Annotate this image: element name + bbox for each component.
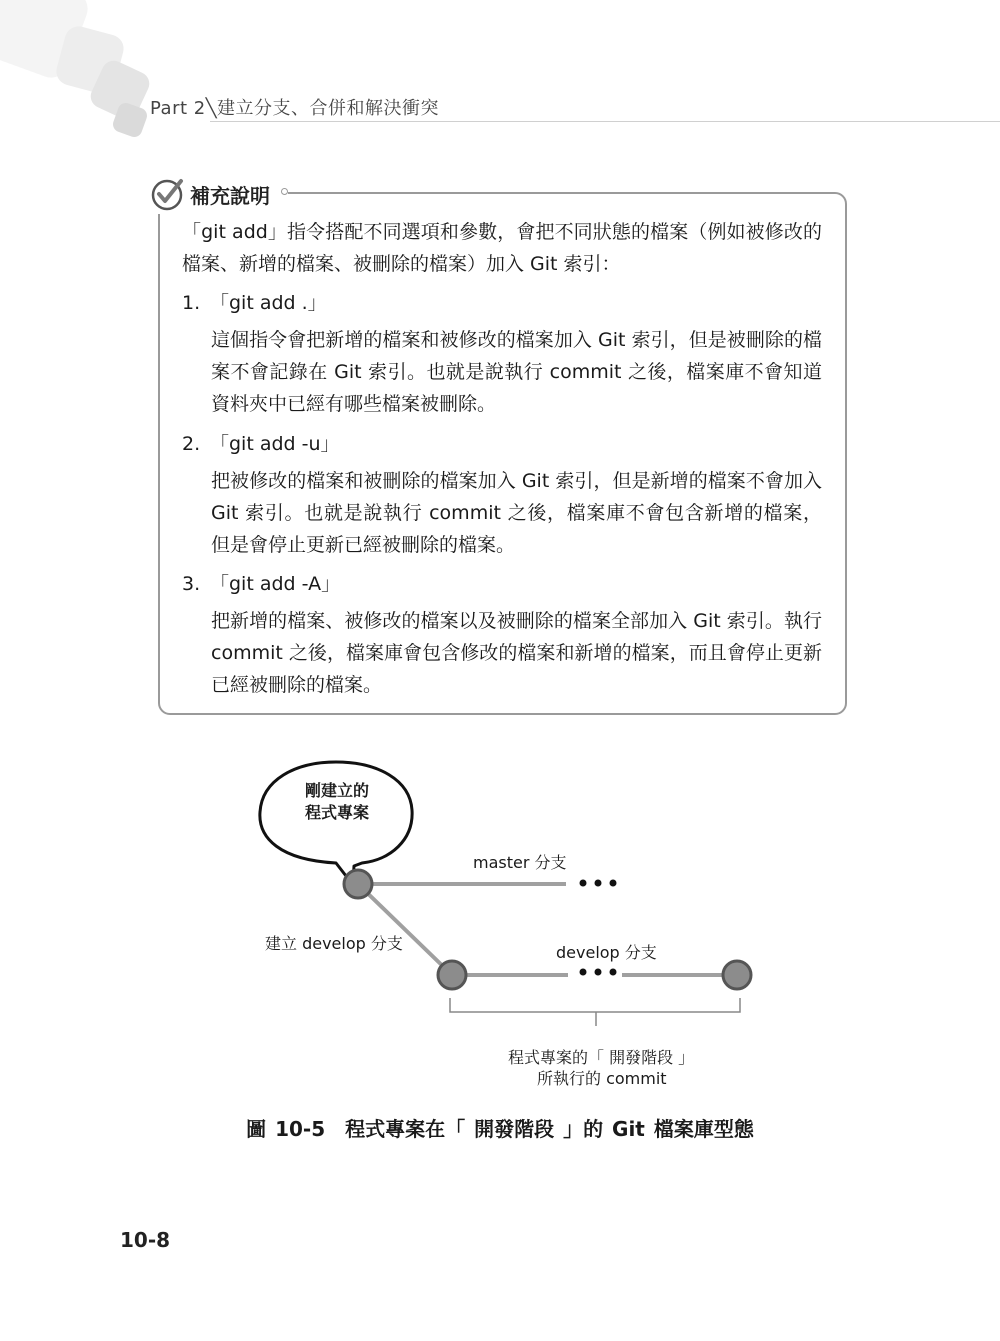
list-item-body: 把被修改的檔案和被刪除的檔案加入 Git 索引，但是新增的檔案不會加入 Git 索引。也就是說執行 commit 之後，檔案庫不會包含新增的檔案，但是會停止更新已經被刪除的檔案。 [211, 470, 822, 556]
master-branch-label: master 分支 [473, 853, 567, 872]
create-develop-label: 建立 develop 分支 [265, 934, 403, 953]
list-item-heading [182, 291, 327, 315]
note-intro: 「git add」指令搭配不同選項和參數，會把不同狀態的檔案（例如被修改的檔案、新增的檔案、被刪除的檔案）加入 Git 索引： [182, 221, 822, 275]
list-item-number: 2. [182, 433, 201, 455]
list-item-body: 把新增的檔案、被修改的檔案以及被刪除的檔案全部加入 Git 索引。執行 commit 之後，檔案庫會包含修改的檔案和新增的檔案，而且會停止更新已經被刪除的檔案。 [211, 610, 822, 696]
list-item-command: 「git add -A」 [210, 573, 341, 595]
develop-branch-label: develop 分支 [556, 943, 657, 962]
list-item-heading [182, 432, 340, 456]
bubble-text: 剛建立的 程式專案 [304, 781, 369, 822]
master-ellipsis-dot [595, 880, 602, 887]
commit-node-develop-end [723, 961, 751, 989]
develop-ellipsis-dot [610, 969, 617, 976]
bracket-label-line2: 所執行的 commit [537, 1069, 667, 1088]
list-item-body: 這個指令會把新增的檔案和被修改的檔案加入 Git 索引，但是被刪除的檔案不會記錄在 Git 索引。也就是說執行 commit 之後，檔案庫不會知道資料夾中已經有哪些檔案被刪除。 [211, 329, 822, 415]
page-number: 10-8 [120, 1228, 171, 1252]
bracket-label-line1: 程式專案的「 開發階段 」 [508, 1048, 695, 1067]
commit-node-initial [344, 870, 372, 898]
list-item-command: 「git add -u」 [210, 433, 340, 455]
note-title: 補充說明 [190, 184, 270, 208]
corner-decoration [0, 0, 200, 150]
branch-connector-line [358, 884, 452, 975]
list-item-command: 「git add .」 [210, 292, 327, 314]
commit-node-develop-start [438, 961, 466, 989]
chapter-header: Part 2╲建立分支、合併和解決衝突 [150, 98, 440, 119]
header-divider [210, 121, 1000, 122]
checkmark-icon [150, 176, 186, 212]
figure-caption: 圖 10-5 程式專案在「 開發階段 」的 Git 檔案庫型態 [246, 1117, 754, 1141]
master-ellipsis-dot [580, 880, 587, 887]
list-item-number: 1. [182, 292, 201, 314]
list-item-number: 3. [182, 573, 201, 595]
commit-range-bracket [450, 998, 740, 1026]
master-ellipsis-dot [610, 880, 617, 887]
develop-ellipsis-dot [580, 969, 587, 976]
note-title-dot [281, 188, 288, 195]
develop-ellipsis-dot [595, 969, 602, 976]
list-item-heading [182, 572, 340, 596]
